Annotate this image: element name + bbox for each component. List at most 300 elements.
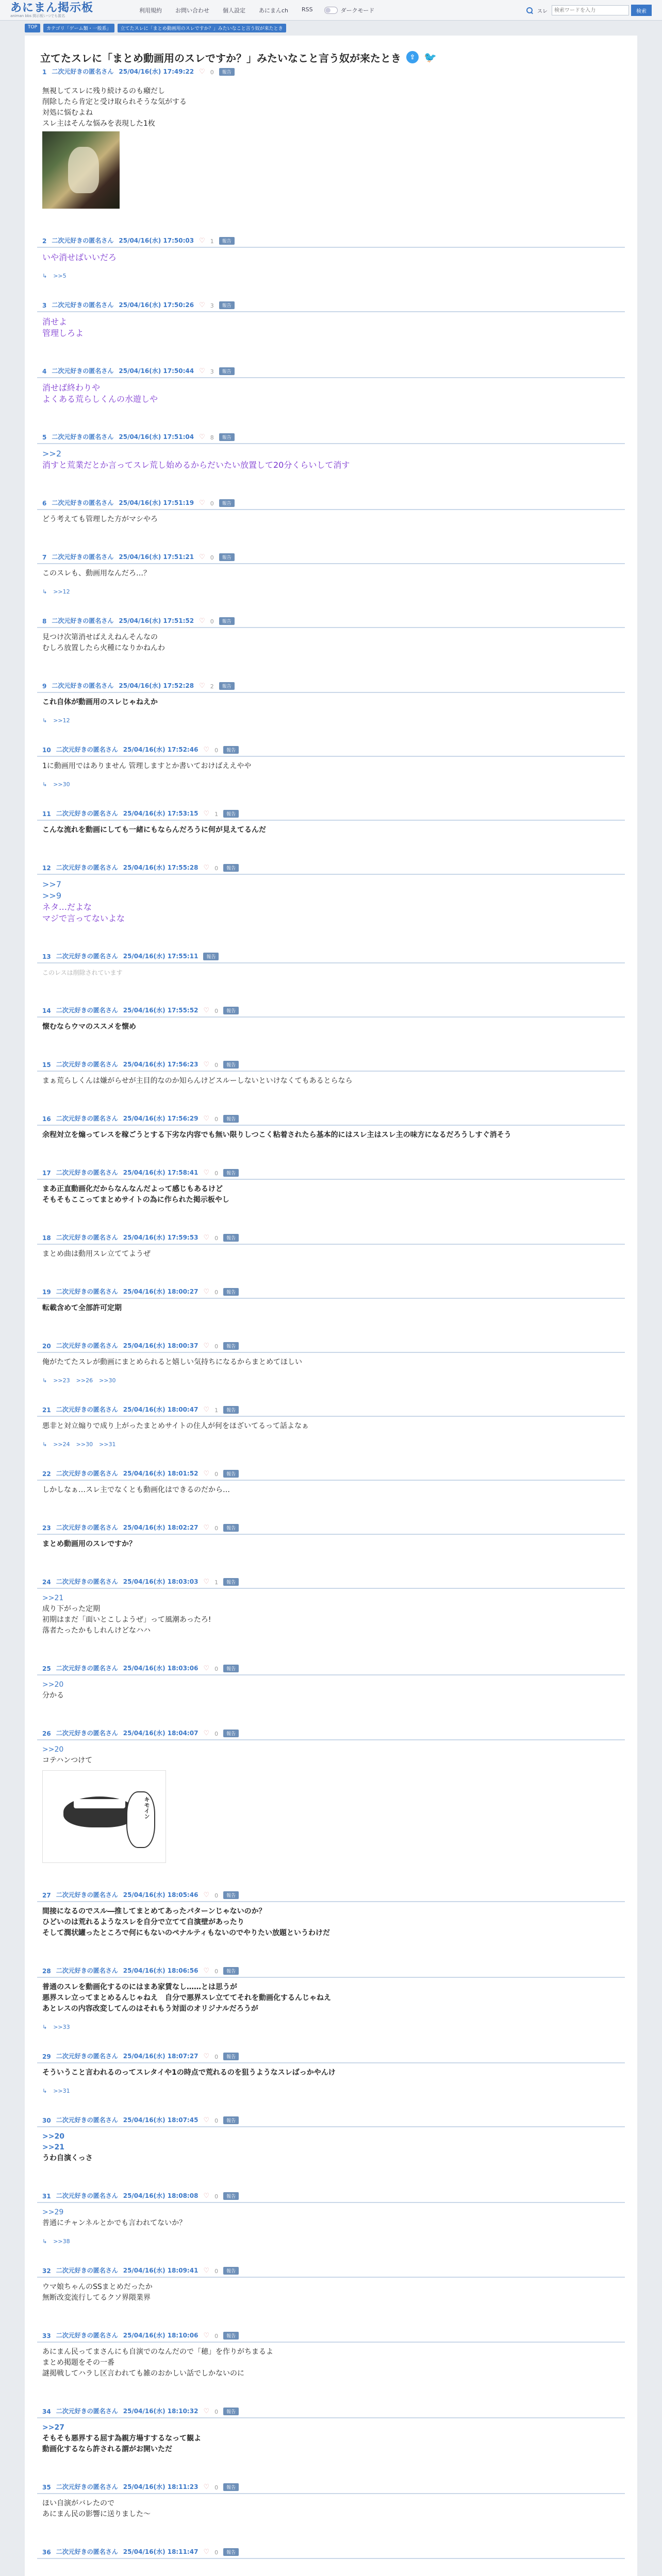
post-number[interactable]: 34 [42,2408,51,2415]
report-button[interactable]: 報告 [223,746,239,754]
post-number[interactable]: 29 [42,2053,51,2060]
post-line: どう考えても管理した方がマシやろ [42,515,158,523]
post-meta [37,2323,625,2343]
like-count: 8 [210,434,214,441]
post-date: 25/04/16(水) 17:58:41 [123,1169,198,1176]
heart-icon[interactable]: ♡ [199,499,205,507]
post-body [37,2203,625,2235]
report-button[interactable]: 報告 [223,2332,239,2340]
reply-link[interactable]: >>5 [53,273,67,279]
post-line: そして潤状罐ったところで何にもないのペナルティもないのでやりたい放題というわけだ [42,1929,330,1937]
report-button[interactable]: 報告 [223,1007,239,1014]
post-body [37,1018,625,1039]
breadcrumb-thread[interactable]: 立てたスレに「まとめ動画用のスレですか？」みたいなこと言う奴が来たとき [118,24,286,32]
report-button[interactable]: 報告 [223,1524,239,1532]
heart-icon[interactable]: ♡ [203,2192,210,2200]
post-body [37,2494,625,2526]
reply-link[interactable]: >>30 [76,1441,93,1448]
report-button[interactable]: 報告 [219,499,235,507]
post-number[interactable]: 22 [42,1470,51,1478]
report-button[interactable]: 報告 [223,2408,239,2415]
post-spacer [37,2170,625,2183]
poster-name: 二次元好きの匿名さん [56,2483,118,2490]
poster-name: 二次元好きの匿名さん [56,2548,118,2555]
report-button[interactable]: 報告 [223,2192,239,2200]
like-count: 0 [214,2268,219,2275]
report-button[interactable]: 報告 [223,2483,239,2491]
post-date: 25/04/16(水) 17:52:28 [119,682,194,689]
reply-anchor[interactable]: >>9 [42,891,61,901]
post-number[interactable]: 33 [42,2332,51,2340]
report-button[interactable]: 報告 [223,1115,239,1123]
post-spacer [37,531,625,545]
post-meta [37,66,625,78]
report-button[interactable]: 報告 [219,553,235,561]
poster-name: 二次元好きの匿名さん [56,1061,118,1068]
post-number[interactable]: 7 [42,554,47,561]
post-number[interactable]: 26 [42,1730,51,1737]
search-button[interactable]: 検索 [631,5,652,16]
post-meta [37,2108,625,2127]
post-date: 25/04/16(水) 18:09:41 [123,2267,198,2274]
post-body [37,2559,625,2569]
poster-name: 二次元好きの匿名さん [56,864,118,871]
heart-icon[interactable]: ♡ [203,746,210,754]
like-count: 0 [210,500,214,507]
post-number[interactable]: 36 [42,2549,51,2556]
heart-icon[interactable]: ♡ [203,1342,210,1350]
post-number[interactable]: 27 [42,1892,51,1899]
toggle-switch[interactable] [324,7,338,14]
twitter-icon[interactable]: 🐦 [424,51,437,63]
poster-name: 二次元好きの匿名さん [56,1169,118,1176]
dark-mode-toggle[interactable] [324,6,375,14]
post-line: あにまん民の影響に送りました～ [42,2510,151,2518]
post-date: 25/04/16(水) 17:50:44 [119,367,194,375]
reply-anchor[interactable]: >>20 [42,2132,64,2141]
breadcrumb-category[interactable]: カテゴリ「ゲーム類・一般系」 [43,24,114,32]
site-header [0,0,662,21]
logo-subtext: animan bbs 掲示板いつでも匿名 [10,14,65,18]
post-number[interactable]: 6 [42,500,47,507]
heart-icon[interactable]: ♡ [203,1007,210,1014]
heart-icon[interactable]: ♡ [203,1665,210,1672]
post-line: 消せよ [42,317,68,327]
post-number[interactable]: 28 [42,1968,51,1975]
post-meta [37,1721,625,1740]
report-button[interactable]: 報告 [223,1061,239,1069]
report-button[interactable]: 報告 [223,1234,239,1242]
post-body [37,1245,625,1266]
heart-icon[interactable]: ♡ [199,553,205,561]
reply-link[interactable]: >>31 [53,2088,70,2094]
post-meta [37,1333,625,1353]
reply-links [37,714,625,724]
reply-link[interactable]: >>30 [53,781,70,788]
reply-links [37,1374,625,1384]
post-date: 25/04/16(水) 17:49:22 [119,68,194,75]
post-meta [37,1225,625,1245]
report-button[interactable]: 報告 [223,810,239,818]
post-spacer [37,215,625,228]
reply-anchor[interactable]: >>7 [42,879,61,889]
post-line: 無視してスレに残り続けるのも癪だし [42,87,165,95]
post-spacer [37,1707,625,1721]
post-number[interactable]: 31 [42,2193,51,2200]
like-count: 0 [210,69,214,76]
main-nav [139,6,313,14]
reply-link[interactable]: >>38 [53,2238,70,2245]
post-spacer [37,595,625,608]
heart-icon[interactable]: ♡ [203,1406,210,1414]
post-date: 25/04/16(水) 17:55:28 [123,864,198,871]
post-date: 25/04/16(水) 18:00:47 [123,1406,198,1413]
post-number[interactable]: 19 [42,1289,51,1296]
report-button[interactable]: 報告 [219,68,235,76]
post-date: 25/04/16(水) 18:07:45 [123,2116,198,2124]
search-input[interactable] [552,5,629,15]
post-body [37,2063,625,2084]
post-date: 25/04/16(水) 17:56:23 [123,1061,198,1068]
report-button[interactable]: 報告 [223,2116,239,2124]
reply-link[interactable]: >>33 [53,2024,70,2030]
post-line: あとレスの内容改変してんのはそれもう対面のオリジナルだろうが [42,2005,258,2013]
heart-icon[interactable]: ♡ [203,2548,210,2556]
post-line: ウマ娘ちゃんのSSまとめだったか [42,2283,153,2291]
nav-terms[interactable]: 利用規約 [139,7,162,14]
logo-text[interactable]: あにまん掲示板 [10,1,94,14]
poster-name: 二次元好きの匿名さん [56,1007,118,1014]
reply-anchor[interactable]: >>2 [42,449,61,459]
like-count: 0 [214,2054,219,2060]
report-button[interactable]: 報告 [223,1342,239,1350]
post-body [37,693,625,714]
image-teeth [74,1799,125,1808]
post-date: 25/04/16(水) 18:05:46 [123,1891,198,1899]
post-number[interactable]: 16 [42,1115,51,1123]
heart-icon[interactable]: ♡ [203,1288,210,1296]
poster-name: 二次元好きの匿名さん [56,2053,118,2060]
like-count: 0 [214,1343,219,1350]
post-number[interactable]: 25 [42,1665,51,1672]
post-date: 25/04/16(水) 17:56:29 [123,1115,198,1122]
nav-animanch[interactable]: あにまんch [259,7,289,14]
report-button[interactable]: 報告 [223,2267,239,2275]
report-button[interactable]: 報告 [219,433,235,441]
like-count: 0 [214,1525,219,1532]
post-line: これ自体が動画用のスレじゃねえか [42,698,158,706]
report-button[interactable]: 報告 [219,301,235,309]
post-number[interactable]: 1 [42,69,47,76]
share-icon[interactable]: ⇪ [406,51,419,63]
reply-links [37,2021,625,2030]
like-count: 0 [214,1666,219,1672]
post-date: 25/04/16(水) 18:03:03 [123,1578,198,1585]
post-line: 無断改変流行してるクソ界隈業界 [42,2294,151,2302]
like-count: 0 [214,2549,219,2556]
post-meta [37,1279,625,1299]
report-button[interactable]: 報告 [223,2053,239,2060]
report-button[interactable]: 報告 [219,617,235,625]
reply-icon: ↳ [42,588,47,595]
reply-anchor[interactable]: >>29 [42,2208,64,2216]
like-count: 0 [214,1170,219,1177]
post-meta [37,1106,625,1126]
post-meta [37,608,625,628]
reply-icon: ↳ [42,717,47,724]
post-line: 成り下がった定期 [42,1605,100,1613]
post-line: よくある荒らしくんの水遊しや [42,394,158,404]
post-line: 分かる [42,1691,64,1700]
post-text [42,86,620,129]
poster-name: 二次元好きの匿名さん [56,1524,118,1531]
poster-name: 二次元好きの匿名さん [56,1891,118,1899]
post-line: まとめ動画用のスレですか？ [42,1540,136,1548]
heart-icon[interactable]: ♡ [203,1234,210,1242]
post-spacer [37,2385,625,2399]
post-spacer [37,2461,625,2475]
post-number[interactable]: 5 [42,434,47,441]
reply-anchor[interactable]: >>20 [42,1681,64,1689]
report-button[interactable]: 報告 [223,1578,239,1586]
post-meta [37,1656,625,1675]
post-meta [37,801,625,821]
report-button[interactable]: 報告 [219,237,235,245]
like-count: 0 [214,2193,219,2200]
post-date: 25/04/16(水) 17:51:21 [119,553,194,561]
post-number[interactable]: 35 [42,2484,51,2491]
post-number[interactable]: 17 [42,1170,51,1177]
heart-icon[interactable]: ♡ [203,2053,210,2060]
post-spacer [37,1869,625,1883]
poster-name: 二次元好きの匿名さん [52,617,114,624]
heart-icon[interactable]: ♡ [203,1967,210,1975]
post-spacer [37,279,625,293]
report-button[interactable]: 報告 [223,1730,239,1737]
heart-icon[interactable]: ♡ [203,1115,210,1123]
nav-contact[interactable]: お問い合わせ [175,7,209,14]
post-number[interactable]: 13 [42,953,51,960]
post-number[interactable]: 18 [42,1234,51,1242]
post-line: 余程対立を煽ってレスを稼ごうとする下劣な内容でも無い限りしつこく粘着されたら基本的にはスレ主はスレ主の味方になるだろうしすぐ消そう [42,1131,511,1139]
nav-settings[interactable]: 個人設定 [223,7,245,14]
post-body [37,1535,625,1556]
heart-icon[interactable]: ♡ [199,68,205,76]
post-date: 25/04/16(水) 17:52:46 [123,746,198,753]
heart-icon[interactable]: ♡ [203,2408,210,2415]
heart-icon[interactable]: ♡ [203,2116,210,2124]
post-meta [37,293,625,312]
post-line: コテハンつけて [42,1756,93,1765]
heart-icon[interactable]: ♡ [199,237,205,245]
poster-name: 二次元好きの匿名さん [56,1288,118,1295]
post-number[interactable]: 12 [42,865,51,872]
heart-icon[interactable]: ♡ [203,810,210,818]
nav-rss[interactable]: RSS [302,6,313,13]
reply-anchor[interactable]: >>27 [42,2424,64,2432]
heart-icon[interactable]: ♡ [203,1891,210,1899]
post-meta [37,944,625,963]
poster-name: 二次元好きの匿名さん [56,2332,118,2339]
post-body [37,1978,625,2021]
poster-name: 二次元好きの匿名さん [56,1115,118,1122]
post-number[interactable]: 21 [42,1406,51,1414]
report-button[interactable]: 報告 [223,1967,239,1975]
heart-icon[interactable]: ♡ [203,1470,210,1478]
reply-anchor[interactable]: >>20 [42,1745,64,1754]
post-number[interactable]: 2 [42,238,47,245]
reply-icon: ↳ [42,781,47,788]
post-line: 普通のスレを動画化するのにはまあ家賃なし……とは思うが [42,1983,237,1991]
post-body [37,378,625,411]
reply-icon: ↳ [42,1441,47,1448]
post-spacer [37,1147,625,1160]
report-button[interactable]: 報告 [223,1665,239,1672]
heart-icon[interactable]: ♡ [203,1169,210,1177]
post-spacer [37,411,625,425]
report-button[interactable]: 報告 [223,1470,239,1478]
post-line: スレ主はそんな悩みを表現した1枚 [42,120,155,128]
post-number[interactable]: 23 [42,1524,51,1532]
like-count: 0 [214,865,219,872]
reply-anchor[interactable]: >>21 [42,2143,64,2151]
heart-icon[interactable]: ♡ [199,682,205,690]
post-spacer [37,1212,625,1225]
reply-link[interactable]: >>23 [53,1377,70,1384]
heart-icon[interactable]: ♡ [203,2332,210,2340]
post-line: 管理しろよ [42,328,84,338]
image-speech-bubble: キモイン [126,1791,155,1848]
post-date: 25/04/16(水) 18:06:56 [123,1967,198,1974]
search-bar [526,5,652,16]
heart-icon[interactable]: ♡ [199,433,205,441]
post-line: 消せば終わりや [42,383,101,393]
thread-main [25,36,637,2576]
post-body [37,564,625,585]
post-line: 間接になるのでスル―推してまとめてあったパターンじゃないのか？ [42,1907,266,1916]
reply-link[interactable]: >>24 [53,1441,70,1448]
post-number[interactable]: 30 [42,2117,51,2124]
post-date: 25/04/16(水) 18:07:27 [123,2053,198,2060]
post-spacer [37,2245,625,2258]
reply-link[interactable]: >>12 [53,717,70,724]
post-number[interactable]: 3 [42,302,47,309]
post-number[interactable]: 8 [42,618,47,625]
site-logo[interactable] [10,2,113,18]
post-number[interactable]: 20 [42,1343,51,1350]
post-date: 25/04/16(水) 18:11:47 [123,2548,198,2555]
report-button[interactable]: 報告 [219,682,235,690]
post-number[interactable]: 4 [42,368,47,375]
like-count: 0 [214,1235,219,1242]
post-line: そういうこと言われるのってスレタイや1の時点で荒れるのを狙うようなスレばっかやんけ [42,2069,336,2077]
poster-name: 二次元好きの匿名さん [56,1665,118,1672]
poster-name: 二次元好きの匿名さん [56,746,118,753]
report-button[interactable]: 報告 [223,1288,239,1296]
post-meta [37,2183,625,2203]
post-spacer [37,1448,625,1461]
poster-name: 二次元好きの匿名さん [52,553,114,561]
heart-icon[interactable]: ♡ [203,2483,210,2491]
post-body [37,757,625,778]
post-number[interactable]: 15 [42,1061,51,1069]
post-line: ほい自演がバレたので [42,2499,114,2507]
post-date: 25/04/16(水) 18:08:08 [123,2192,198,2199]
post-spacer [37,1945,625,1958]
post-number[interactable]: 10 [42,747,51,754]
heart-icon[interactable]: ♡ [203,1061,210,1069]
heart-icon[interactable]: ♡ [203,2267,210,2275]
heart-icon[interactable]: ♡ [203,864,210,872]
heart-icon[interactable]: ♡ [203,1730,210,1737]
search-scope-select[interactable]: スレ [537,8,548,14]
report-button[interactable]: 報告 [223,1406,239,1414]
reply-link[interactable]: >>31 [99,1441,116,1448]
post-number[interactable]: 24 [42,1579,51,1586]
reply-anchor[interactable]: >>21 [42,1594,64,1602]
reply-links [37,2084,625,2094]
post-image[interactable] [42,1770,166,1863]
heart-icon[interactable]: ♡ [199,617,205,625]
post-line: 動画化するなら許される謂がお開いただ [42,2445,172,2453]
report-button[interactable]: 報告 [219,367,235,375]
post-line: まぁ荒らしくんは嫌がらせが主目的なのか知らんけどスルーしないといけなくてもあるとらなら [42,1077,353,1085]
post-meta [37,737,625,757]
thread-title: 立てたスレに「まとめ動画用のスレですか？」みたいなこと言う奴が来たとき [40,52,401,64]
post-meta [37,2539,625,2559]
heart-icon[interactable]: ♡ [203,1578,210,1586]
report-button[interactable]: 報告 [223,2548,239,2556]
post-number[interactable]: 9 [42,683,47,690]
reply-link[interactable]: >>30 [99,1377,116,1384]
heart-icon[interactable]: ♡ [199,301,205,309]
reply-icon: ↳ [42,273,47,279]
post-image[interactable] [42,131,120,209]
post-line: まとめ掲題をその一番 [42,2359,114,2367]
report-button[interactable]: 報告 [223,1891,239,1899]
post-body [37,2278,625,2310]
post-body [37,1902,625,1945]
report-button[interactable]: 報告 [223,1169,239,1177]
reply-link[interactable]: >>12 [53,588,70,595]
breadcrumb-top[interactable]: TOP [25,24,40,32]
post-number[interactable]: 32 [42,2267,51,2275]
first-post-body [37,82,625,215]
poster-name: 二次元好きの匿名さん [56,1406,118,1413]
dark-mode-label: ダークモード [340,7,375,14]
post-spacer [37,1093,625,1106]
post-line: 消すと荒業だとか言ってスレ荒し始めるからだいたい放置して20分くらいして消す [42,460,350,470]
report-button[interactable]: 報告 [223,864,239,872]
heart-icon[interactable]: ♡ [203,1524,210,1532]
post-body [37,2343,625,2385]
heart-icon[interactable]: ♡ [199,367,205,375]
poster-name: 二次元好きの匿名さん [56,2116,118,2124]
reply-link[interactable]: >>26 [76,1377,93,1384]
report-button[interactable]: 報告 [203,953,219,960]
post-number[interactable]: 11 [42,810,51,818]
post-body [37,2418,625,2461]
post-spacer [37,788,625,801]
post-spacer [37,1384,625,1397]
post-spacer [37,2526,625,2539]
poster-name: 二次元好きの匿名さん [52,682,114,689]
post-spacer [37,1320,625,1333]
post-date: 25/04/16(水) 18:04:07 [123,1730,198,1737]
post-date: 25/04/16(水) 18:10:06 [123,2332,198,2339]
post-number[interactable]: 14 [42,1007,51,1014]
post-meta [37,855,625,875]
